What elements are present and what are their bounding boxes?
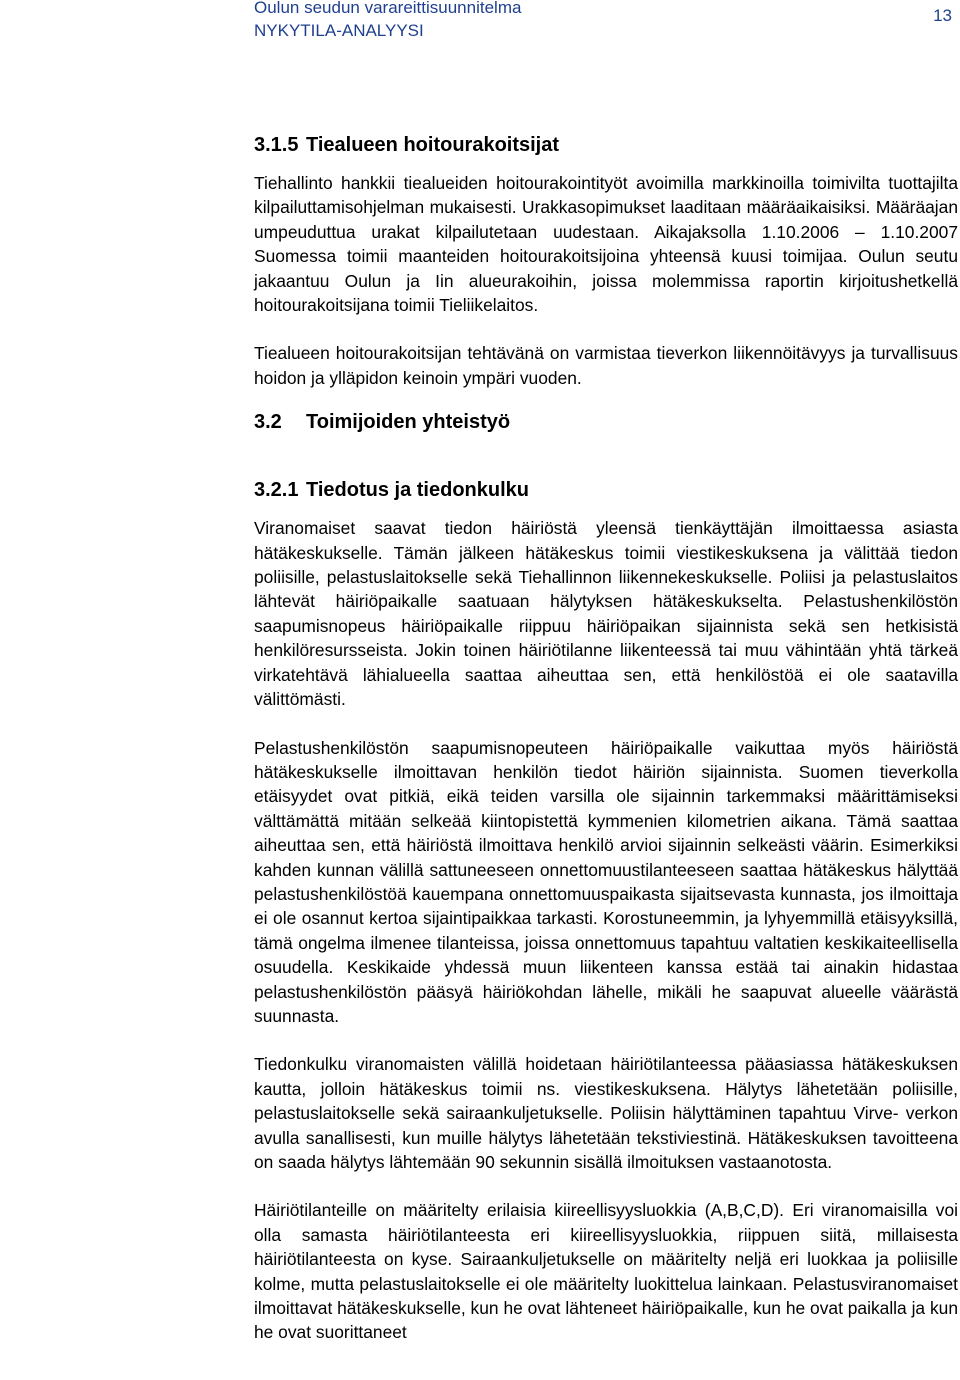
paragraph: Pelastushenkilöstön saapumisnopeuteen häiriöpaikalle vaikuttaa myös häiriöstä hätäkeskukselle ilmoittavan henkilön tiedot häiriön sijainnista. Suomen tieverkolla etäisyydet ovat pitkiä, eikä teiden varsilla ole sijainnin tarkemmaksi määrittämiseksi välttämättä mitään selkeää kiintopistettä kymmenien kilometrien aikana. Tämä saattaa aiheuttaa sen, että häiriöstä ilmoittava henkilö arvioi sijainnin selkeästi väärin. Esimerkiksi kahden kunnan välillä sattuneeseen onnettomuustilanteeseen saattaa hätäkeskus hälyttää pelastushenkilöstöä kauempana onnettomuuspaikasta sijaitsevasta kunnasta, jos ilmoittaja ei ole osannut kertoa sijaintipaikkaa tarkasti. Korostuneemmin, ja lyhyemmillä etäisyyksillä, tämä ongelma ilmenee tilanteissa, joissa onnettomuus tapahtuu valtatien keskikaiteellisella osuudella. Keskikaide yhdessä muun liikenteen kanssa estää tai ainakin hidastaa pelastushenkilöstön pääsyä häiriökohdan lähelle, mikäli he saapuvat alueelle väärästä suunnasta. [254,737,958,1026]
paragraph: Tiealueen hoitourakoitsijan tehtävänä on varmistaa tieverkon liikennöitävyys ja turvallisuus hoidon ja ylläpidon keinoin ympäri vuoden. [254,343,958,388]
section-number: 3.2 [254,411,282,434]
document-subtitle: NYKYTILA-ANALYYSI [254,21,424,40]
section-number: 3.1.5 [254,134,299,156]
page-header [254,0,960,48]
paragraph: Tiedonkulku viranomaisten välillä hoidetaan häiriötilanteessa pääasiassa hätäkeskuksen kautta, jolloin hätäkeskus toimii ns. viestikeskuksena. Hälytys lähetetään poliisille, pelastuslaitokselle sekä sairaankuljetukselle. Poliisin hälyttäminen tapahtuu Virve- verkon avulla sanallisesti, kun muille hälytys lähetetään tekstiviestinä. Hätäkeskuksen tavoitteena on saada hälytys lähtemään 90 sekunnin sisällä ilmoituksen vastaanotosta. [254,1054,958,1172]
document-title: Oulun seudun varareittisuunnitelma [254,0,522,17]
section-title: Tiealueen hoitourakoitsijat [306,134,560,156]
paragraph: Häiriötilanteille on määritelty erilaisia kiireellisyysluokkia (A,B,C,D). Eri viranomaisilla voi olla samasta häiriötilanteesta eri kiireellisyysluokkia, riippuen siitä, millaisesta häiriötilanteesta on kyse. Sairaankuljetukselle on määritelty neljä eri luokkaa ja poliisille kolme, mutta pelastuslaitokselle ei ole määritelty luokittelua lainkaan. Pelastusviranomaiset ilmoittavat hätäkeskukselle, kun he ovat lähteneet häiriöpaikalle, kun he ovat paikalla ja kun he ovat suorittaneet [254,1200,958,1343]
section-3-2-1-heading [254,478,958,502]
paragraph: Tiehallinto hankkii tiealueiden hoitourakointityöt avoimilla markkinoilla toimivilta tuottajilta kilpailuttamisohjelman mukaisesti. Urakkasopimukset laaditaan määräaikaisiksi. Määräajan umpeuduttua urakat kilpailutetaan uudestaan. Aikajaksolla 1.10.2006 – 1.10.2007 Suomessa toimii maanteiden hoitourakoitsijoina yhteensä kuusi toimijaa. Oulun seutu jakaantuu Oulun ja Iin alueurakoihin, joissa molemmissa raportin kirjoitushetkellä hoitourakoitsijana toimii Tieliikelaitos. [254,173,958,316]
section-number: 3.2.1 [254,479,299,502]
section-title: Tiedotus ja tiedonkulku [306,479,529,502]
section-3-2-heading [254,410,958,434]
section-title: Toimijoiden yhteistyö [306,411,511,434]
section-3-1-5-heading [254,133,958,157]
page-body [254,133,958,1345]
page-number: 13 [933,6,952,25]
paragraph: Viranomaiset saavat tiedon häiriöstä yleensä tienkäyttäjän ilmoittaessa asiasta hätäkeskukselle. Tämän jälkeen hätäkeskus toimii viestikeskuksena ja välittää tiedon poliisille, pelastuslaitokselle sekä Tiehallinnon liikennekeskukselle. Poliisi ja pelastuslaitos lähtevät häiriöpaikalle saatuaan hälytyksen hätäkeskukselta. Pelastushenkilöstön saapumisnopeus häiriöpaikalle riippuu häiriöpaikan sijainnista sekä sen hetkisistä henkilöresursseista. Jokin toinen häiriötilanne liikenteessä tai muu vähintään yhtä tärkeä virkatehtävä lähialueella saattaa aiheuttaa sen, että henkilöstöä ei ole saatavilla välittömästi. [254,518,958,710]
